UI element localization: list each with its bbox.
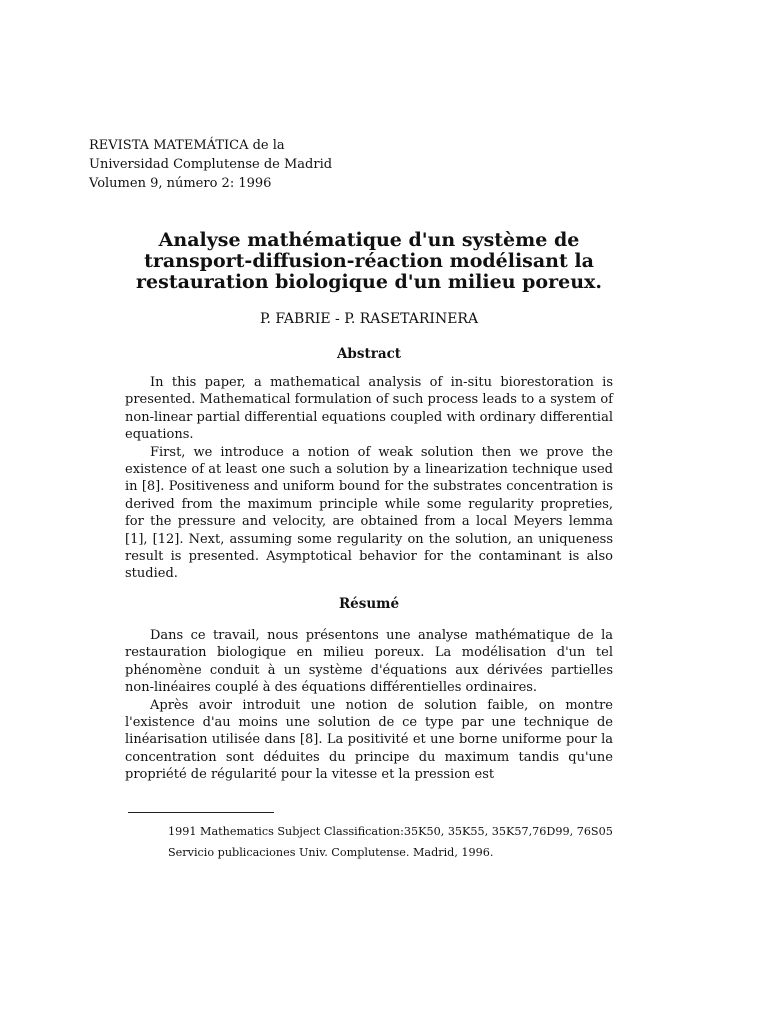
journal-header [89, 136, 332, 193]
journal-name: REVISTA MATEMÁTICA de la [89, 138, 285, 153]
subject-classification: 1991 Mathematics Subject Classification:35K50, 35K55, 35K57,76D99, 76S05 [168, 825, 613, 838]
abstract-paragraph: In this paper, a mathematical analysis of in-situ biorestoration is presented. Mathematical formulation of such process leads to a system of non-linear partial differential equations coupled with ordinary differential equations. [125, 375, 613, 443]
title-line-2: transport-diffusion-réaction modélisant la [144, 250, 594, 272]
journal-volume: Volumen 9, número 2: 1996 [89, 176, 272, 191]
title-line-1: Analyse mathématique d'un système de [158, 229, 580, 251]
footnotes [168, 824, 648, 861]
authors: P. FABRIE - P. RASETARINERA [259, 311, 479, 327]
resume-heading: Résumé [338, 596, 400, 612]
resume-paragraph: Après avoir introduit une notion de solution faible, on montre l'existence d'au moins une solution de ce type par une technique de linéarisation utilisée dans [8]. La positivité et une borne uniforme pour la concentration sont déduites du principe du maximum tandis qu'une propriété de régularité pour la vitesse et la pression est [125, 697, 613, 783]
resume-paragraph: Dans ce travail, nous présentons une analyse mathématique de la restauration biologique en milieu poreux. La modélisation d'un tel phénomène conduit à un système d'équations aux dérivées partielles non-linéaires couplé à des équations différentielles ordinaires. [125, 628, 613, 696]
resume-body [125, 627, 613, 784]
title-line-3: restauration biologique d'un milieu poreux. [136, 271, 602, 293]
journal-university: Universidad Complutense de Madrid [89, 157, 333, 172]
abstract-heading: Abstract [336, 346, 402, 362]
publisher-note: Servicio publicaciones Univ. Complutense. Madrid, 1996. [168, 846, 494, 859]
footnote-rule [128, 812, 274, 813]
abstract-paragraph: First, we introduce a notion of weak solution then we prove the existence of at least one such a solution by a linearization technique used in [8]. Positiveness and uniform bound for the substrates concentration is derived from the maximum principle while some regularity propreties, for the pressure and velocity, are obtained from a local Meyers lemma [1], [12]. Next, assuming some regularity on the solution, an uniqueness result is presented. Asymptotical behavior for the contaminant is also studied. [125, 444, 613, 582]
abstract-body [125, 374, 613, 583]
paper-title [60, 230, 678, 293]
